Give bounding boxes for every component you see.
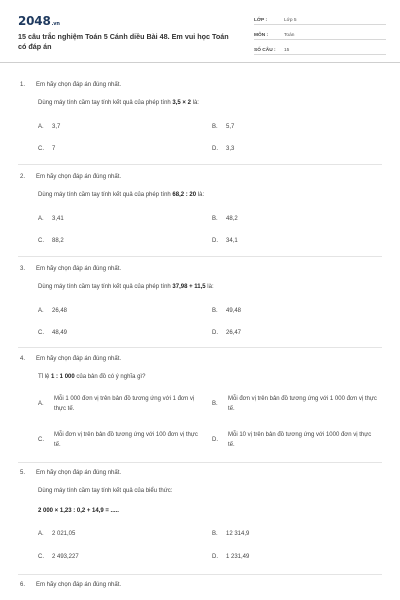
option-text: 3,41: [52, 216, 64, 222]
question-number: 1.: [20, 82, 26, 88]
meta-label: MÔN :: [254, 33, 269, 38]
prompt-end: của bản đồ có ý nghĩa gì?: [74, 374, 146, 380]
logo-sub: .vn: [51, 21, 60, 27]
option-letter: B.: [212, 531, 218, 537]
meta-row-count: [254, 44, 386, 55]
option-letter: C.: [38, 330, 44, 336]
question-divider: [18, 164, 382, 165]
option-letter: C.: [38, 146, 44, 152]
question-instruction: Em hãy chọn đáp án đúng nhất.: [36, 82, 122, 88]
option-text: 48,2: [226, 216, 238, 222]
question-prompt: [38, 100, 199, 106]
option-letter: A.: [38, 216, 44, 222]
meta-value: Toán: [284, 33, 295, 38]
option-letter: B.: [212, 401, 218, 407]
option-letter: D.: [212, 437, 218, 443]
meta-value: 15: [284, 48, 290, 53]
prompt-expression: 68,2 : 20: [172, 192, 197, 198]
meta-info: [254, 14, 386, 59]
prompt-end: là:: [205, 284, 214, 290]
option-letter: C.: [38, 554, 44, 560]
option-letter: A.: [38, 401, 44, 407]
meta-row-subject: [254, 29, 386, 40]
question-instruction: Em hãy chọn đáp án đúng nhất.: [36, 356, 122, 362]
option-text: 12 314,9: [226, 531, 250, 537]
option-text: Mỗi 1 000 đơn vị trên bản đồ tương ứng với 1 đơn vị thực tế.: [54, 396, 195, 412]
question-instruction: Em hãy chọn đáp án đúng nhất.: [36, 266, 122, 272]
document-title: 15 câu trắc nghiệm Toán 5 Cánh diều Bài 48. Em vui học Toán có đáp án: [18, 32, 229, 51]
prompt-text: Dùng máy tính cầm tay tính kết quả của phép tính: [38, 192, 173, 198]
question-number: 4.: [20, 356, 26, 362]
option-d[interactable]: [212, 238, 238, 244]
meta-label: SỐ CÂU :: [254, 48, 276, 53]
question-number: 2.: [20, 174, 26, 180]
option-d[interactable]: [212, 554, 249, 560]
question-heading: [20, 470, 121, 476]
meta-label: LỚP :: [254, 18, 268, 23]
option-letter: D.: [212, 146, 218, 152]
option-text: 26,47: [226, 330, 242, 336]
prompt-text: Tỉ lệ: [38, 374, 52, 380]
question-prompt: [38, 284, 214, 290]
option-letter: B.: [212, 216, 218, 222]
option-letter: D.: [212, 554, 218, 560]
option-text: 3,3: [226, 146, 235, 152]
prompt-expression: 3,5 × 2: [172, 100, 191, 106]
option-text: 2 021,05: [52, 531, 76, 537]
option-a[interactable]: [38, 308, 67, 314]
question-prompt: [38, 192, 204, 198]
option-text: 7: [52, 146, 56, 152]
question-heading: [20, 82, 121, 88]
meta-value: Lớp 5: [284, 18, 297, 23]
question-number: 3.: [20, 266, 26, 272]
option-text: 5,7: [226, 124, 235, 130]
option-b[interactable]: [212, 216, 238, 222]
option-a[interactable]: [38, 216, 64, 222]
worksheet-header: [0, 0, 400, 63]
site-logo[interactable]: [18, 14, 60, 28]
question-divider: [18, 256, 382, 257]
option-text: 26,48: [52, 308, 68, 314]
question-heading: [20, 266, 121, 272]
option-text: 49,48: [226, 308, 242, 314]
option-text: Mỗi đơn vị trên bản đồ tương ứng với 100 đơn vị thực tế.: [54, 432, 198, 448]
option-letter: C.: [38, 238, 44, 244]
option-text: Mỗi đơn vị trên bản đồ tương ứng với 1 000 đơn vị thực tế.: [228, 396, 377, 412]
option-c[interactable]: [38, 146, 55, 152]
question-instruction: Em hãy chọn đáp án đúng nhất.: [36, 174, 122, 180]
question-heading: [20, 582, 121, 588]
option-letter: D.: [212, 330, 218, 336]
option-d[interactable]: [212, 330, 241, 336]
option-letter: A.: [38, 308, 44, 314]
option-letter: A.: [38, 531, 44, 537]
question-instruction: Em hãy chọn đáp án đúng nhất.: [36, 582, 122, 588]
prompt-expression: 37,98 + 11,5: [172, 284, 206, 290]
question-heading: [20, 174, 121, 180]
option-text: 2 493,227: [52, 554, 79, 560]
prompt-text: Dùng máy tính cầm tay tính kết quả của phép tính: [38, 100, 173, 106]
prompt-end: là:: [196, 192, 205, 198]
option-letter: A.: [38, 124, 44, 130]
option-a[interactable]: [38, 124, 60, 130]
prompt-text: Dùng máy tính cầm tay tính kết quả của phép tính: [38, 284, 173, 290]
question-number: 5.: [20, 470, 26, 476]
question-heading: [20, 356, 121, 362]
option-text: 1 231,49: [226, 554, 250, 560]
option-text: 34,1: [226, 238, 238, 244]
prompt-end: là:: [190, 100, 199, 106]
question-divider: [18, 347, 382, 348]
option-text: Mỗi 10 vị trên bản đồ tương ứng với 1000 đơn vị thực tế.: [228, 432, 372, 448]
question-prompt: [38, 374, 145, 380]
logo-main: 2048: [18, 14, 51, 28]
option-c[interactable]: [38, 238, 64, 244]
option-b[interactable]: [212, 531, 249, 537]
option-text: 88,2: [52, 238, 64, 244]
option-b[interactable]: [212, 308, 241, 314]
option-a[interactable]: [38, 531, 75, 537]
option-text: 3,7: [52, 124, 61, 130]
option-d[interactable]: [212, 146, 234, 152]
question-divider: [18, 574, 382, 575]
option-b[interactable]: [212, 124, 234, 130]
question-divider: [18, 462, 382, 463]
option-c[interactable]: [38, 554, 79, 560]
prompt-expression: 1 : 1 000: [51, 374, 75, 380]
meta-row-class: [254, 14, 386, 25]
option-c[interactable]: [38, 330, 67, 336]
question-number: 6.: [20, 582, 26, 588]
option-letter: B.: [212, 124, 218, 130]
option-letter: D.: [212, 238, 218, 244]
option-text: 48,49: [52, 330, 68, 336]
option-letter: C.: [38, 437, 44, 443]
option-letter: B.: [212, 308, 218, 314]
question-prompt: Dùng máy tính cầm tay tính kết quả của biểu thức:: [38, 488, 173, 494]
question-instruction: Em hãy chọn đáp án đúng nhất.: [36, 470, 122, 476]
question-expression: 2 000 × 1,23 : 0,2 + 14,9 = .....: [38, 508, 119, 514]
